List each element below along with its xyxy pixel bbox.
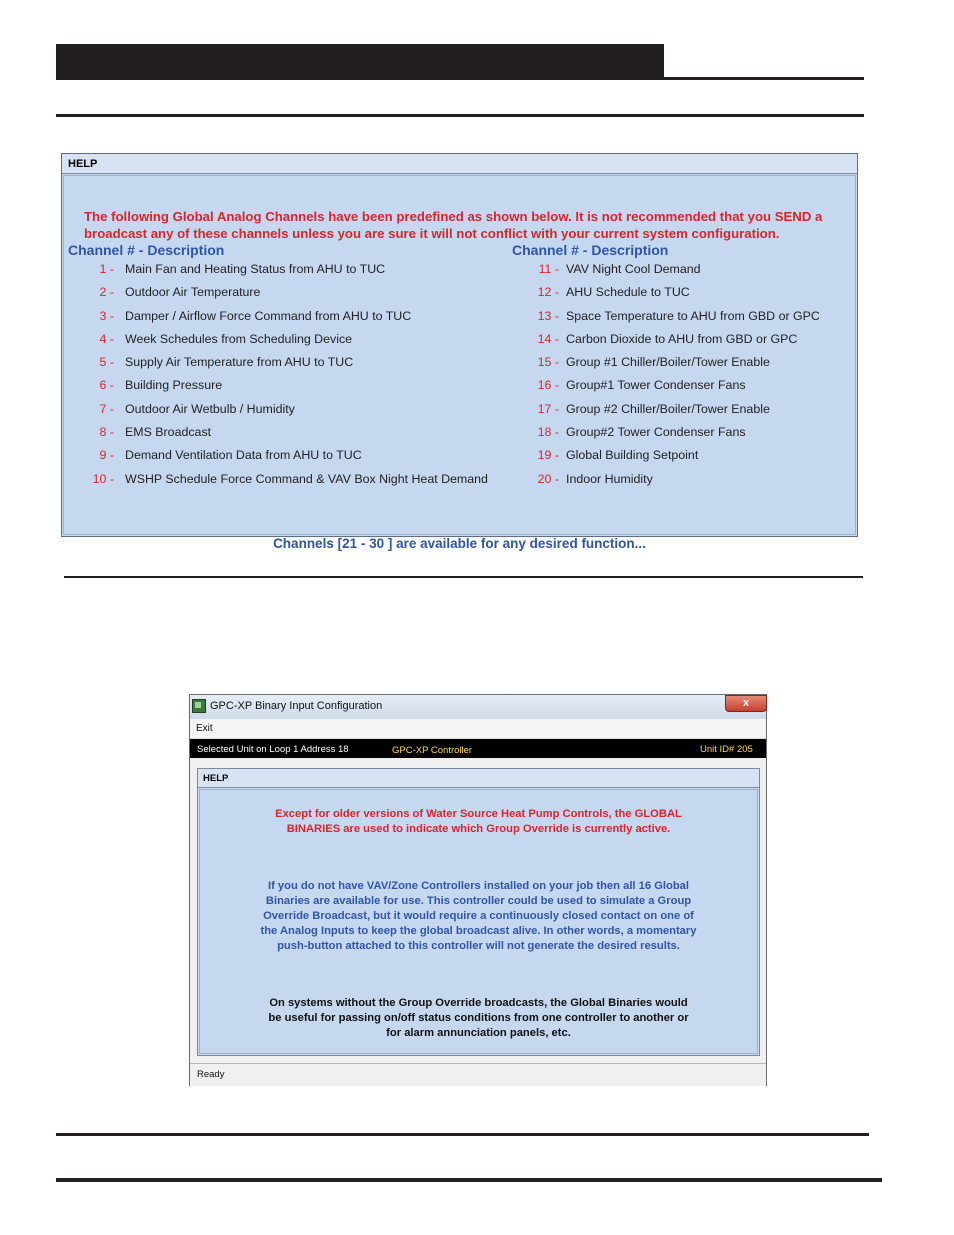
list-item: 12 - AHU Schedule to TUC <box>537 285 690 300</box>
help-paragraph-blue: If you do not have VAV/Zone Controllers installed on your job then all 16 Global Binaries are available for use. This controller could be used to simulate a Group Override Broadcast, but it would require a continuously closed contact on one of the Analog Inputs to keep the global broadcast alive. In other words, a momentary push-button attached to this controller will not generate the desired results. <box>260 880 697 952</box>
list-item: 9 - Demand Ventilation Data from AHU to TUC <box>99 448 362 463</box>
left-channel-list <box>64 262 504 495</box>
selected-unit-label: Selected Unit on Loop 1 Address 18 <box>197 744 349 755</box>
list-item: 13 - Space Temperature to AHU from GBD or GPC <box>537 308 820 323</box>
help-paragraph-red: Except for older versions of Water Source Heat Pump Controls, the GLOBAL BINARIES are used to indicate which Group Override is currently active. <box>275 808 682 835</box>
controller-name-label: GPC-XP Controller <box>392 745 473 756</box>
list-item: 3 - Damper / Airflow Force Command from AHU to TUC <box>99 308 412 323</box>
list-item: 2 - Outdoor Air Temperature <box>99 285 261 300</box>
left-column-header: Channel # - Description <box>68 242 225 258</box>
list-item: 14 - Carbon Dioxide to AHU from GBD or GPC <box>537 331 798 346</box>
list-item: 16 - Group#1 Tower Condenser Fans <box>537 378 746 393</box>
section-rule-top <box>56 114 864 117</box>
right-column-header: Channel # - Description <box>512 242 669 258</box>
help-header: HELP <box>62 154 857 174</box>
available-channels-note: Channels [21 - 30 ] are available for any desired function... <box>273 536 646 551</box>
list-item: 20 - Indoor Humidity <box>537 471 653 486</box>
close-button[interactable]: x <box>725 695 767 712</box>
list-item: 15 - Group #1 Chiller/Boiler/Tower Enable <box>537 355 770 370</box>
list-item: 1 - Main Fan and Heating Status from AHU to TUC <box>99 262 386 276</box>
unit-id-label: Unit ID# 205 <box>700 744 753 755</box>
warning-text: The following Global Analog Channels have been predefined as shown below. It is not recommended that you SEND a broadcast any of these channels unless you are sure it will not conflict with your current system configuration. <box>84 209 823 241</box>
help-body <box>199 789 758 1054</box>
status-bar <box>190 1063 766 1086</box>
right-channel-list <box>504 262 844 495</box>
binary-input-config-window <box>189 694 767 1086</box>
help-body <box>63 175 856 551</box>
footer-rule <box>56 1178 882 1182</box>
help-header: HELP <box>198 769 759 788</box>
list-item: 11 - VAV Night Cool Demand <box>538 262 701 276</box>
list-item: 4 - Week Schedules from Scheduling Device <box>99 331 353 346</box>
section-rule-middle <box>64 576 863 578</box>
menu-item-exit[interactable]: Exit <box>196 723 213 734</box>
status-text: Ready <box>197 1069 225 1080</box>
list-item: 5 - Supply Air Temperature from AHU to TUC <box>99 355 354 370</box>
binary-help-panel <box>197 768 760 1056</box>
unit-info-bar <box>190 739 766 758</box>
list-item: 19 - Global Building Setpoint <box>537 448 699 463</box>
list-item: 10 - WSHP Schedule Force Command & VAV Box Night Heat Demand <box>92 471 488 486</box>
page-header-bar <box>56 44 664 78</box>
header-rule <box>56 77 864 80</box>
list-item: 7 - Outdoor Air Wetbulb / Humidity <box>99 401 295 416</box>
window-title: GPC-XP Binary Input Configuration <box>210 700 383 712</box>
menu-bar <box>190 719 766 739</box>
help-paragraph-black: On systems without the Group Override broadcasts, the Global Binaries would be useful for passing on/off status conditions from one controller to another or for alarm annunciation panels, etc. <box>268 997 689 1039</box>
list-item: 17 - Group #2 Chiller/Boiler/Tower Enable <box>537 401 770 416</box>
list-item: 18 - Group#2 Tower Condenser Fans <box>537 425 746 440</box>
app-icon <box>192 699 206 713</box>
list-item: 8 - EMS Broadcast <box>99 425 212 440</box>
window-titlebar[interactable] <box>190 695 766 720</box>
analog-channels-help-panel <box>61 153 858 551</box>
list-item: 6 - Building Pressure <box>99 378 223 393</box>
section-rule-bottom <box>56 1133 869 1136</box>
